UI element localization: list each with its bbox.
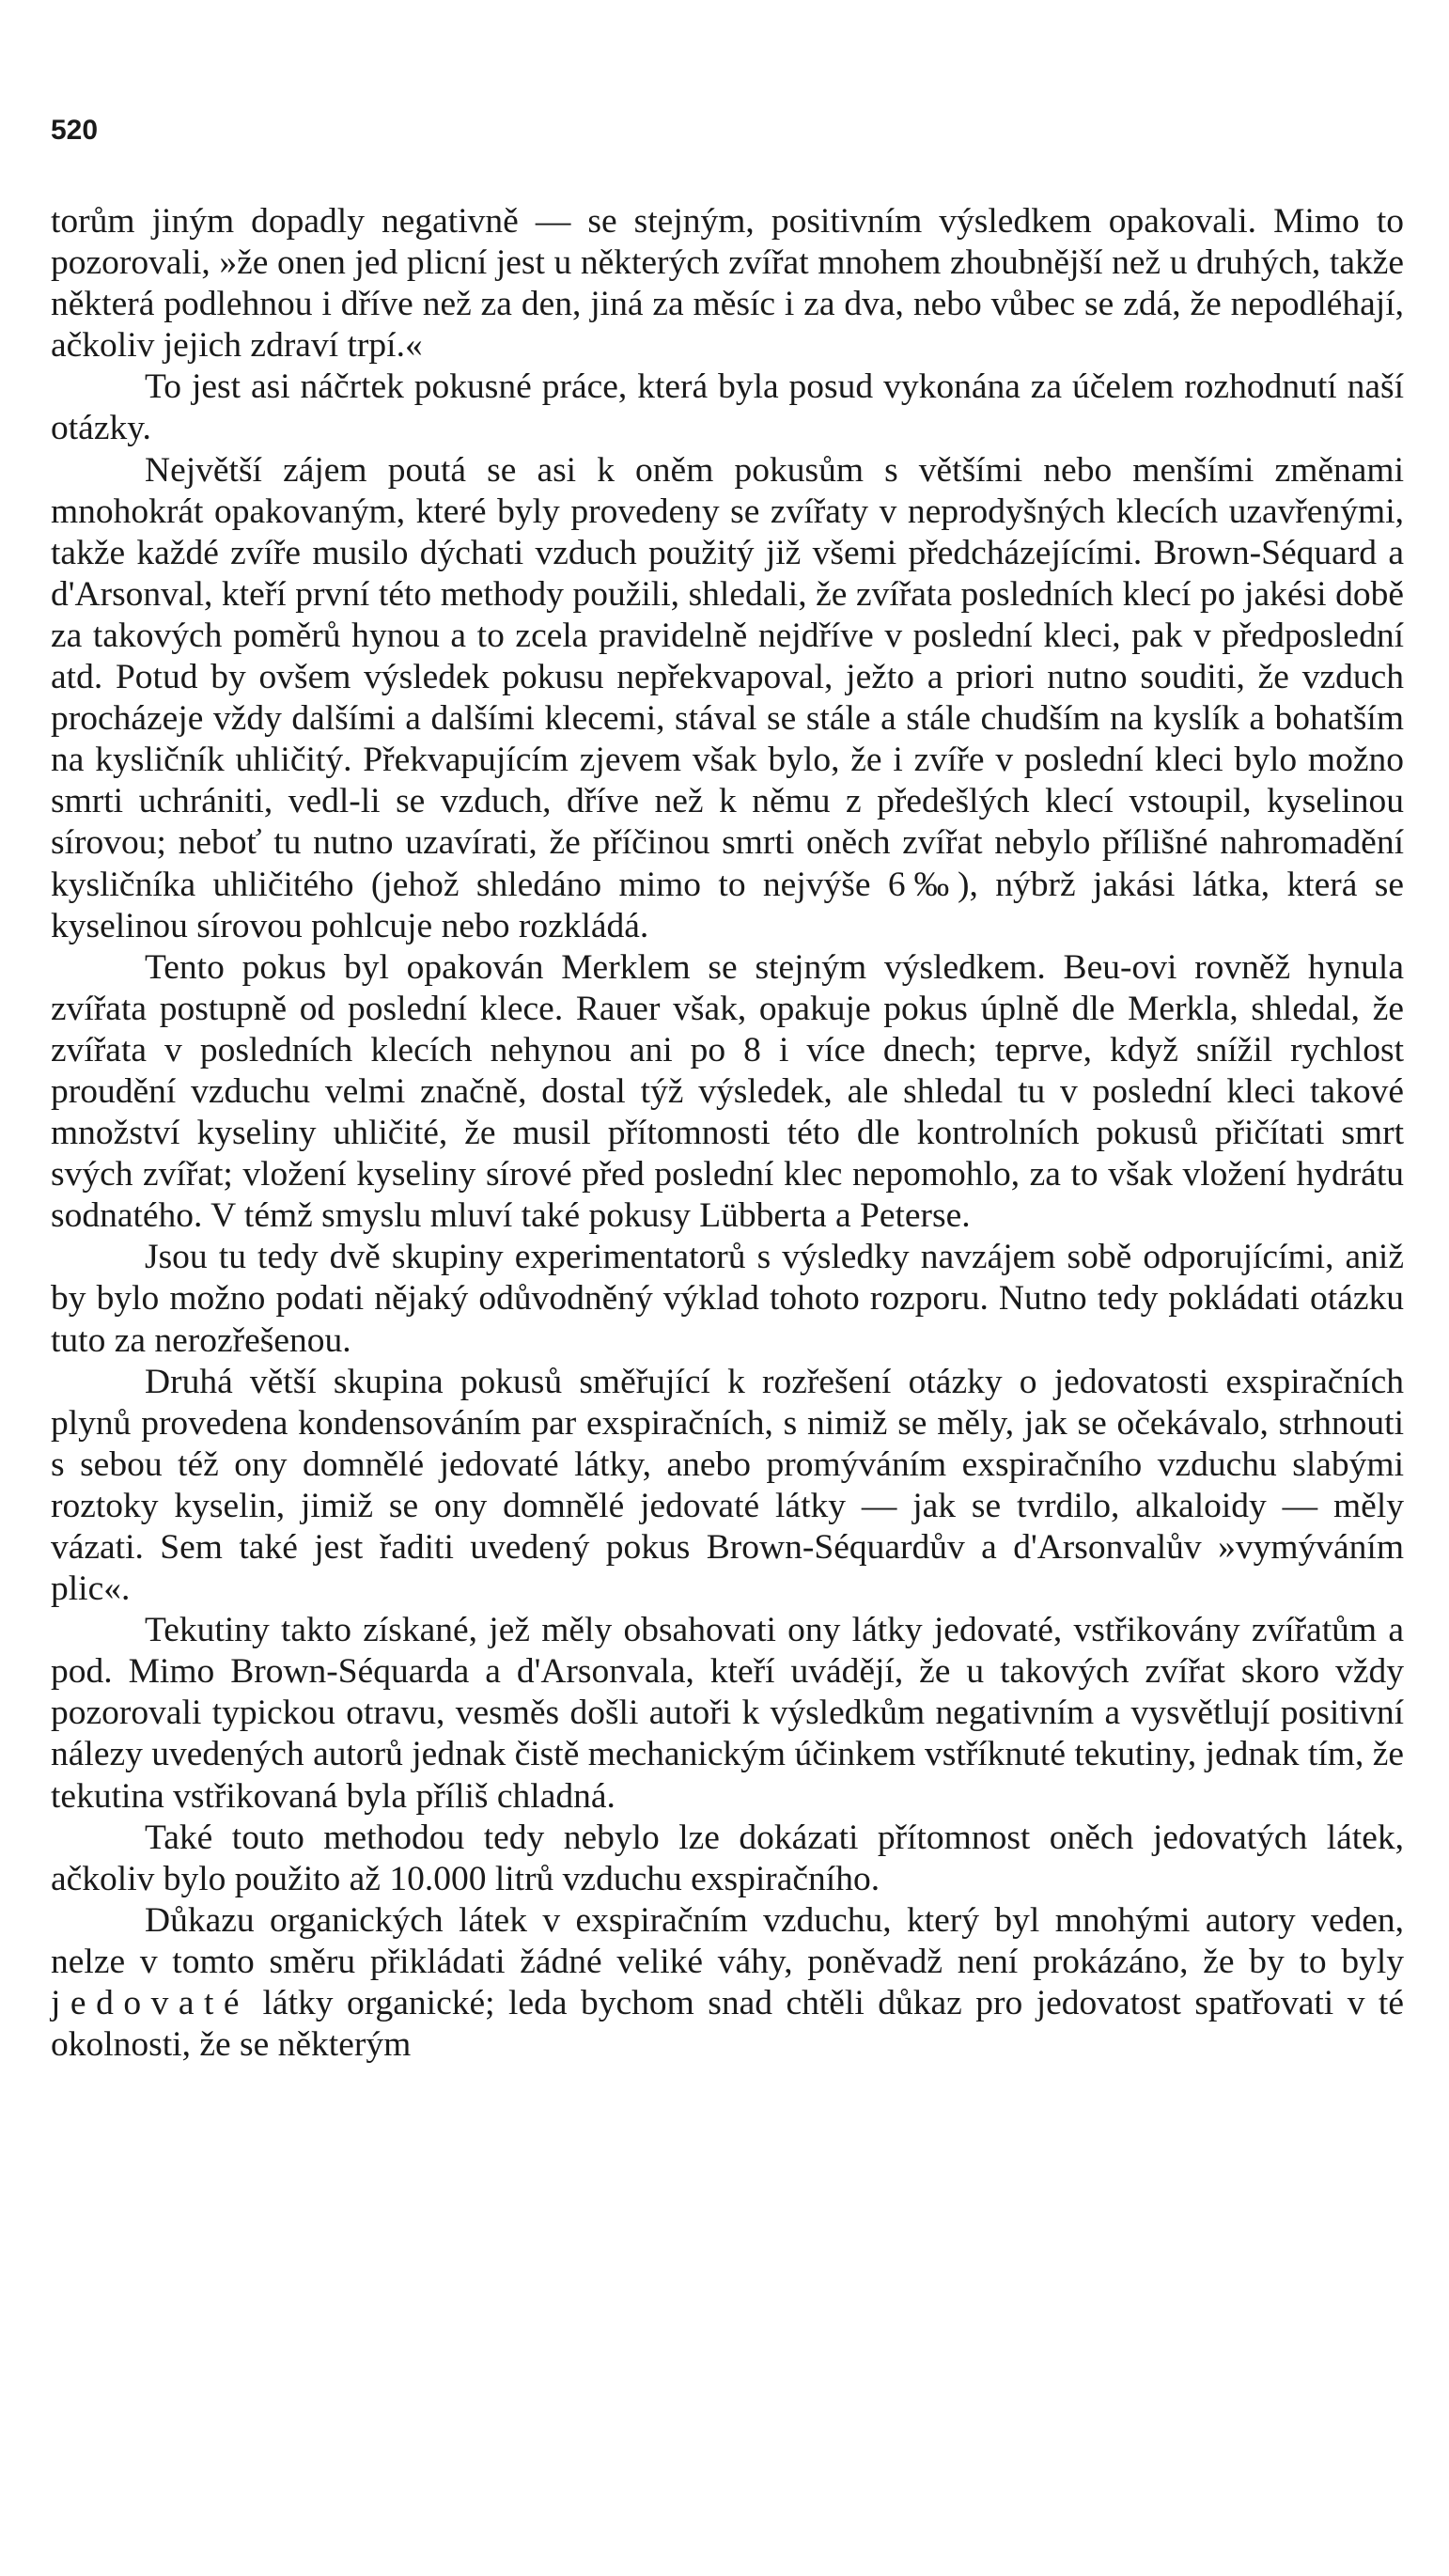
body-text: [51, 201, 1404, 2066]
paragraph: Také touto methodou tedy nebylo lze dokázati přítomnost oněch jedovatých látek, ačkoliv bylo použito až 10.000 litrů vzduchu exspiračního.: [51, 1818, 1404, 1898]
page-number: 520: [51, 115, 99, 146]
paragraph: Tekutiny takto získané, jež měly obsahovati ony látky jedovaté, vstřikovány zvířatům a pod. Mimo Brown-Séquarda a d'Arsonvala, kteří uvádějí, že u takových zvířat skoro vždy pozorovali typickou otravu, vesměs došli autoři k výsledkům negativním a vysvětlují positivní nálezy uvedených autorů jednak čistě mechanickým účinkem vstříknuté tekutiny, jednak tím, že tekutina vstřikovaná byla příliš chladná.: [51, 1611, 1404, 1816]
spaced-emphasis: jedovaté: [51, 1984, 250, 2023]
paragraph-text: látky organické; leda bychom snad chtěli důkaz pro jedovatost spatřovati v té okolnosti, že se některým: [51, 1984, 1404, 2065]
paragraph: Druhá větší skupina pokusů směřující k rozřešení otázky o jedovatosti exspiračních plynů provedena kondensováním par exspiračních, s nimiž se měly, jak se očekávalo, strhnouti s sebou též ony domnělé jedovaté látky, anebo promýváním exspiračního vzduchu slabými roztoky kyselin, jimiž se ony domnělé jedovaté látky — jak se tvrdilo, alkaloidy — měly vázati. Sem také jest řaditi uvedený pokus Brown-Séquardův a d'Arsonvalův »vymýváním plic«.: [51, 1362, 1404, 1609]
paragraph: Jsou tu tedy dvě skupiny experimentatorů s výsledky navzájem sobě odporujícími, aniž by bylo možno podati nějaký odůvodněný výklad tohoto rozporu. Nutno tedy pokládati otázku tuto za nerozřešenou.: [51, 1238, 1404, 1360]
paragraph: torům jiným dopadly negativně — se stejným, positivním výsledkem opakovali. Mimo to pozorovali, »že onen jed plicní jest u některých zvířat mnohem zhoubnější než u druhých, takže některá podlehnou i dříve než za den, jiná za měsíc i za dva, nebo vůbec se zdá, že nepodléhají, ačkoliv jejich zdraví trpí.«: [51, 202, 1404, 366]
paragraph: Největší zájem poutá se asi k oněm pokusům s většími nebo menšími změnami mnohokrát opakovaným, které byly provedeny se zvířaty v neprodyšných klecích uzavřenými, takže každé zvíře musilo dýchati vzduch použitý již všemi předcházejícími. Brown-Séquard a d'Arsonval, kteří první této methody použili, shledali, že zvířata posledních klecí po jakési době za takových poměrů hynou a to zcela pravidelně nejdříve v poslední kleci, pak v předposlední atd. Potud by ovšem výsledek pokusu nepřekvapoval, ježto a priori nutno souditi, že vzduch procházeje vždy dalšími a dalšími klecemi, stával se stále a stále chudším na kyslík a bohatším na kysličník uhličitý. Překvapujícím zjevem však bylo, že i zvíře v poslední kleci bylo možno smrti uchrániti, vedl-li se vzduch, dříve než k němu z předešlých klecí vstoupil, kyselinou sírovou; neboť tu nutno uzavírati, že příčinou smrti oněch zvířat nebylo přílišné nahromadění kysličníka uhličitého (jehož shledáno mimo to nejvýše 6‰), nýbrž jakási látka, která se kyselinou sírovou pohlcuje nebo rozkládá.: [51, 450, 1404, 945]
paragraph: To jest asi náčrtek pokusné práce, která byla posud vykonána za účelem rozhodnutí naší otázky.: [51, 367, 1404, 448]
paragraph: Tento pokus byl opakován Merklem se stejným výsledkem. Beu-ovi rovněž hynula zvířata postupně od poslední klece. Rauer však, opakuje pokus úplně dle Merkla, shledal, že zvířata v posledních klecích nehynou ani po 8 i více dnech; teprve, když snížil rychlost proudění vzduchu velmi značně, dostal týž výsledek, ale shledal tu v poslední kleci takové množství kyseliny uhličité, že musil přítomnosti této dle kontrolních pokusů přičítati smrt svých zvířat; vložení kyseliny sírové před poslední klec nepomohlo, za to však vložení hydrátu sodnatého. V témž smyslu mluví také pokusy Lübberta a Peterse.: [51, 947, 1404, 1236]
paragraph-last: [51, 1900, 1404, 2066]
paragraph-text: Důkazu organických látek v exspiračním vzduchu, který byl mnohými autory veden, nelze v tomto směru přikládati žádné veliké váhy, poněvadž není prokázáno, že by to byly: [51, 1900, 1404, 1981]
